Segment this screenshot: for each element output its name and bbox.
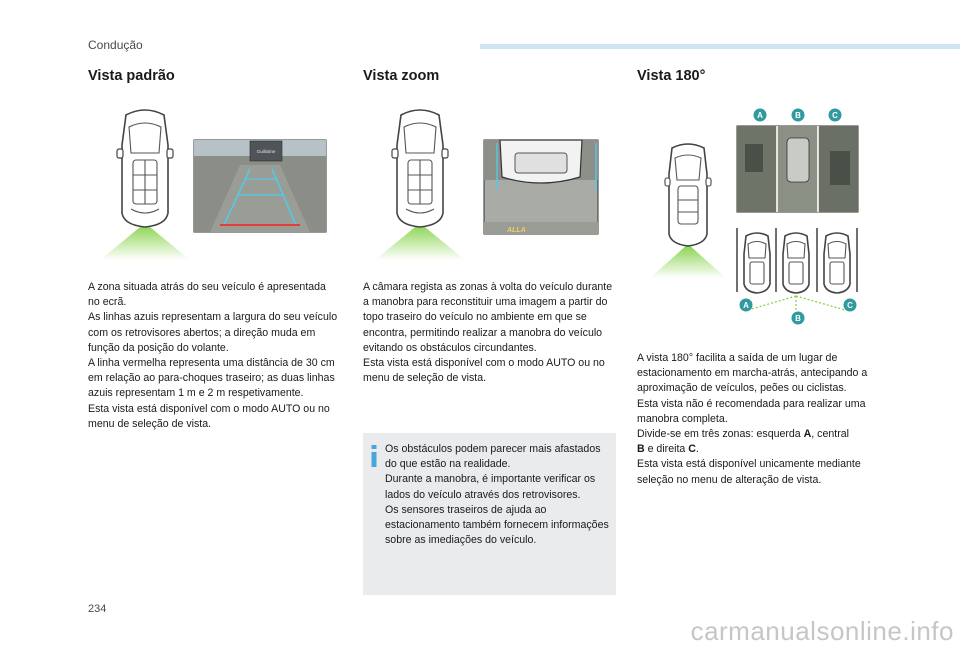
info-icon bbox=[370, 445, 378, 467]
paragraph: Esta vista não é recomendada para realizar uma manobra completa. bbox=[637, 397, 866, 425]
section-accent-bar bbox=[480, 44, 960, 49]
road-marking-text: ALLA bbox=[507, 227, 526, 234]
figure-vista-zoom bbox=[375, 105, 605, 260]
zones-text: e direita bbox=[644, 443, 689, 456]
panoramic-camera-screen bbox=[737, 126, 858, 212]
title-vista-padrao: Vista padrão bbox=[88, 68, 175, 84]
parking-diagram bbox=[737, 228, 857, 318]
note-paragraph: Os sensores traseiros de ajuda ao estacionamento também fornecem informações sobre as imediações do veículo. bbox=[385, 503, 609, 547]
paragraph: As linhas azuis representam a largura do seu veículo com os retrovisores abertos; a direção muda em função da posição do volante. bbox=[88, 311, 338, 354]
paragraph-zones bbox=[637, 427, 899, 457]
camera-beam bbox=[375, 223, 465, 260]
zoom-camera-screen bbox=[484, 140, 598, 234]
camera-overlay-label: Guillotine bbox=[256, 149, 276, 154]
zone-b-label: B bbox=[637, 443, 645, 456]
camera-beam bbox=[100, 223, 190, 260]
camera-beam bbox=[650, 244, 726, 278]
paragraph: Esta vista está disponível unicamente mediante seleção no menu de alteração de vista. bbox=[637, 458, 861, 486]
zones-text-lead: Divide-se em três zonas: esquerda bbox=[637, 428, 804, 441]
paragraph: Esta vista está disponível com o modo AUTO ou no menu de seleção de vista. bbox=[88, 402, 330, 430]
car-top-view-icon bbox=[392, 110, 448, 227]
note-paragraph: Durante a manobra, é importante verificar os lados do veículo através dos retrovisores. bbox=[385, 473, 596, 501]
zone-c-label: C bbox=[688, 443, 696, 456]
title-vista-zoom: Vista zoom bbox=[363, 68, 440, 84]
badge-a-bottom: A bbox=[743, 301, 749, 310]
zones-text-end: . bbox=[695, 443, 699, 456]
figure-vista-padrao bbox=[100, 105, 330, 260]
zones-text: , central bbox=[811, 428, 849, 441]
badge-c-bottom: C bbox=[847, 301, 853, 310]
badge-a-top: A bbox=[757, 111, 763, 120]
badge-c-top: C bbox=[832, 111, 838, 120]
car-top-view-icon bbox=[117, 110, 173, 227]
text-vista-zoom bbox=[363, 280, 613, 386]
section-label: Condução bbox=[88, 38, 143, 52]
bottom-zone-badges bbox=[740, 299, 857, 325]
car-top-view-icon bbox=[665, 144, 711, 246]
paragraph: A linha vermelha representa uma distância de 30 cm em relação ao para-choques traseiro; as duas linhas azuis representam 1 m e 2 m respetivamente. bbox=[88, 357, 335, 400]
zone-a-label: A bbox=[803, 428, 812, 441]
note-paragraph: Os obstáculos podem parecer mais afastados do que estão na realidade. bbox=[385, 443, 601, 471]
badge-b-top: B bbox=[795, 111, 801, 120]
info-note bbox=[363, 433, 616, 595]
paragraph: Esta vista está disponível com o modo AUTO ou no menu de seleção de vista. bbox=[363, 357, 605, 385]
watermark: carmanualsonline.info bbox=[690, 616, 954, 646]
paragraph: A vista 180° facilita a saída de um lugar de estacionamento em marcha-atrás, antecipando a aproximação de veículos, peões ou ciclistas. bbox=[637, 352, 868, 395]
text-vista-padrao bbox=[88, 280, 338, 432]
badge-b-bottom: B bbox=[795, 314, 801, 323]
paragraph: A zona situada atrás do seu veículo é apresentada no ecrã. bbox=[88, 281, 326, 309]
text-vista-180 bbox=[637, 351, 899, 488]
figure-vista-180 bbox=[650, 106, 880, 326]
page-number: 234 bbox=[88, 603, 107, 615]
paragraph: A câmara regista as zonas à volta do veículo durante a manobra para reconstituir uma imagem a partir do topo traseiro do veículo no ambiente em que se encontra, permitindo realizar a manobra do veículo evitando os obstáculos circundantes. bbox=[363, 281, 613, 354]
info-note-text bbox=[385, 442, 611, 548]
title-vista-180: Vista 180° bbox=[637, 68, 706, 84]
top-zone-badges bbox=[754, 109, 842, 122]
